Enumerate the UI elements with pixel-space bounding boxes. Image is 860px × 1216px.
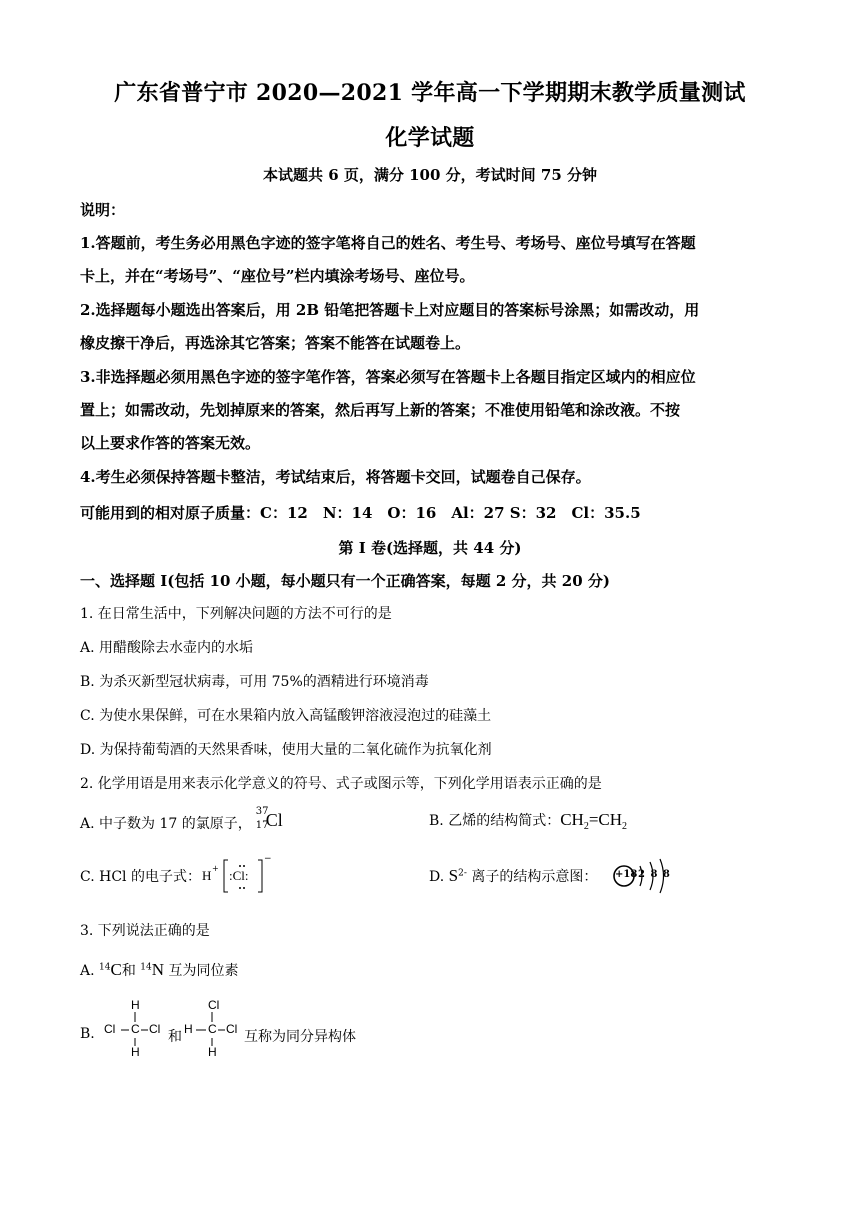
mol1-top: H — [131, 998, 140, 1012]
element-symbol: Cl — [265, 810, 283, 830]
mol2-right: Cl — [226, 1022, 238, 1036]
exam-title: 广东省普宁市 2020—2021 学年高一下学期期末教学质量测试 — [114, 80, 746, 106]
q3-option-a-label: A. — [80, 963, 95, 979]
q2-option-a-text: A. 中子数为 17 的氯原子， — [80, 816, 252, 832]
plus-charge: + — [212, 864, 219, 873]
instructions-label: 说明： — [80, 201, 126, 219]
mol2-left: H — [184, 1022, 193, 1036]
mol1-bottom: H — [131, 1045, 140, 1059]
carbon-mass: 14 — [99, 962, 111, 973]
q2-option-b-text: B. 乙烯的结构简式： — [429, 813, 561, 829]
exam-info: 本试题共 6 页，满分 100 分，考试时间 75 分钟 — [263, 166, 597, 184]
mol1-right: Cl — [149, 1022, 161, 1036]
q2-option-d-text: 离子的结构示意图： — [471, 869, 598, 885]
ethylene-formula: $CH_2=CH_2$ — [560, 810, 628, 832]
instruction-2-line-1: 2.选择题每小题选出答案后，用 2B 铅笔把答题卡上对应题目的答案标号涂黑；如需改动，用 — [80, 301, 700, 319]
mol1-left: Cl — [104, 1022, 116, 1036]
q3-option-a-text: 互为同位素 — [168, 963, 239, 979]
structure-formula-1 — [104, 998, 168, 1062]
mol2-bonds-icon — [184, 998, 248, 1062]
q3-option-a — [80, 960, 780, 980]
q3-option-b-and: 和 — [168, 1029, 182, 1045]
q2-option-c-text: C. HCl 的电子式： — [80, 869, 201, 885]
chlorine-isotope — [252, 806, 286, 832]
q3-stem: 3. 下列说法正确的是 — [80, 923, 210, 939]
q2-option-d — [429, 866, 789, 886]
mol2-top: Cl — [208, 998, 220, 1012]
q3-option-b-text: 互称为同分异构体 — [244, 1029, 356, 1045]
section-title: 第 I 卷(选择题，共 44 分) — [338, 539, 522, 557]
q1-stem: 1. 在日常生活中，下列解决问题的方法不可行的是 — [80, 606, 392, 622]
ion-charge: 2- — [458, 868, 467, 879]
q2-option-d-label: D. — [429, 869, 445, 885]
hcl-electron-formula — [202, 854, 272, 894]
q1-option-c: C. 为使水果保鲜，可在水果箱内放入高锰酸钾溶液浸泡过的硅藻土 — [80, 708, 492, 724]
nitrogen-symbol: N — [151, 960, 164, 979]
mol1-center: C — [131, 1022, 140, 1036]
nucleus-charge: +18 — [615, 869, 638, 880]
hydrogen-symbol: H — [202, 868, 212, 883]
instruction-1-line-1: 1.答题前，考生务必用黑色字迹的签字笔将自己的姓名、考生号、考场号、座位号填写在答题 — [80, 234, 696, 252]
ion-structure-diagram — [610, 856, 670, 896]
q2-option-b — [429, 810, 789, 832]
mass-number: 37 — [255, 806, 269, 817]
atomic-number: 17 — [255, 820, 269, 831]
q2-stem: 2. 化学用语是用来表示化学意义的符号、式子或图示等，下列化学用语表示正确的是 — [80, 776, 602, 792]
instruction-2-line-2: 橡皮擦干净后，再选涂其它答案；答案不能答在试题卷上。 — [80, 334, 471, 352]
subject-title: 化学试题 — [385, 125, 475, 151]
q3-option-b-label: B. — [80, 1026, 95, 1042]
part-heading: 一、选择题 I(包括 10 小题，每小题只有一个正确答案，每题 2 分，共 20 分) — [80, 572, 610, 590]
instruction-3-line-3: 以上要求作答的答案无效。 — [80, 434, 261, 452]
atomic-masses: 可能用到的相对原子质量：C：12 N：14 O：16 Al：27 S：32 Cl：35.5 — [80, 504, 641, 522]
minus-charge: − — [264, 854, 272, 864]
mol1-bonds-icon — [104, 998, 168, 1062]
instruction-1-line-2: 卡上，并在“考场号”、“座位号”栏内填涂考场号、座位号。 — [80, 267, 475, 285]
sulfide-ion: S — [448, 866, 459, 885]
mol2-center: C — [208, 1022, 217, 1036]
shell-electrons: 2 8 8 — [638, 869, 670, 880]
structure-formula-2 — [184, 998, 248, 1062]
q3-option-a-and: 和 — [121, 963, 136, 979]
instruction-3-line-1: 3.非选择题必须用黑色字迹的签字笔作答，答案必须写在答题卡上各题目指定区域内的相应位 — [80, 368, 696, 386]
mol2-bottom: H — [208, 1045, 217, 1059]
instruction-4: 4.考生必须保持答题卡整洁，考试结束后，将答题卡交回，试题卷自己保存。 — [80, 468, 591, 486]
nitrogen-mass: 14 — [140, 962, 152, 973]
q1-option-b: B. 为杀灭新型冠状病毒，可用 75%的酒精进行环境消毒 — [80, 674, 429, 690]
q1-option-d: D. 为保持葡萄酒的天然果香味，使用大量的二氧化硫作为抗氧化剂 — [80, 742, 492, 758]
instruction-3-line-2: 置上；如需改动，先划掉原来的答案，然后再写上新的答案；不准使用铅笔和涂改液。不按 — [80, 401, 681, 419]
chlorine-symbol: :Cl: — [229, 868, 249, 883]
q2-option-a — [80, 806, 400, 833]
carbon-symbol: C — [110, 960, 122, 979]
q1-option-a: A. 用醋酸除去水壶内的水垢 — [80, 640, 254, 656]
